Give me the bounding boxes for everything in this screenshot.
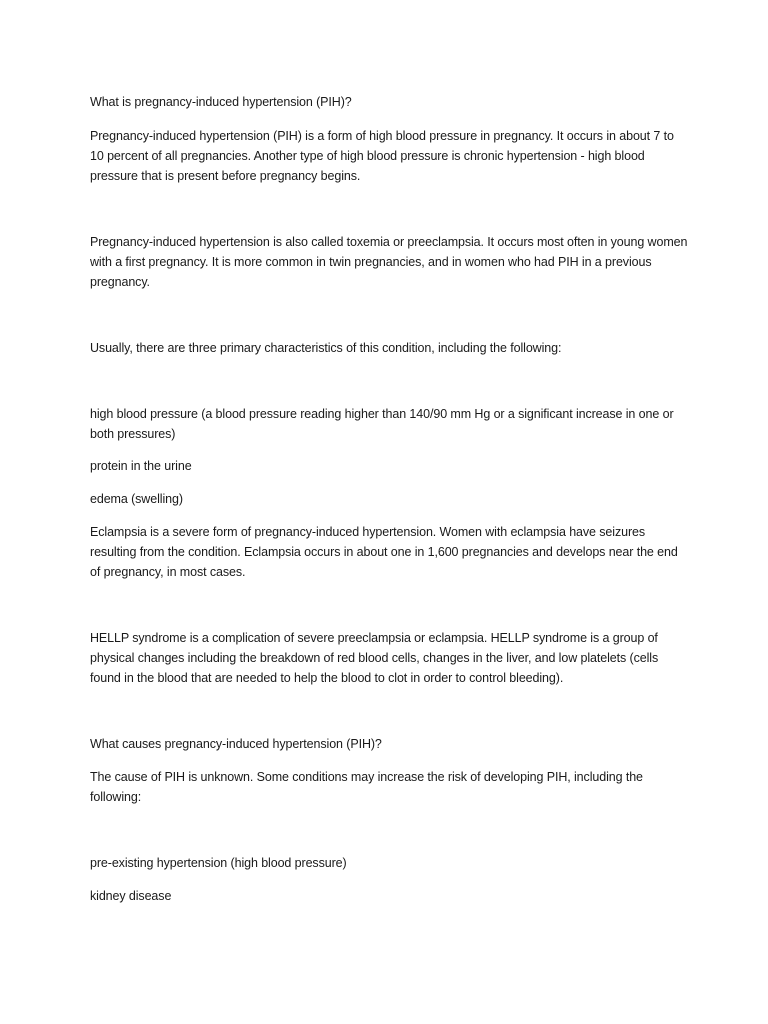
- paragraph-eclampsia: Eclampsia is a severe form of pregnancy-induced hypertension. Women with eclampsia have seizures resulting from the condition. Eclampsia occurs in about one in 1,600 pregnancies and develops near the end of pregnancy, in most cases.: [90, 525, 678, 579]
- list-item-pre-existing-hypertension: pre-existing hypertension (high blood pressure): [90, 856, 347, 870]
- list-item-high-blood-pressure: high blood pressure (a blood pressure reading higher than 140/90 mm Hg or a significant increase in one or both pressures): [90, 407, 674, 441]
- paragraph-three-characteristics: Usually, there are three primary characteristics of this condition, including the following:: [90, 341, 562, 355]
- question-heading-what-causes-pih: What causes pregnancy-induced hypertension (PIH)?: [90, 737, 382, 751]
- list-item-edema: edema (swelling): [90, 492, 183, 506]
- list-item-kidney-disease: kidney disease: [90, 889, 172, 903]
- list-item-protein-in-urine: protein in the urine: [90, 459, 192, 473]
- paragraph-toxemia-preeclampsia: Pregnancy-induced hypertension is also called toxemia or preeclampsia. It occurs most often in young women with a first pregnancy. It is more common in twin pregnancies, and in women who had PIH in a previous pregnancy.: [90, 235, 688, 289]
- paragraph-hellp-syndrome: HELLP syndrome is a complication of severe preeclampsia or eclampsia. HELLP syndrome is a group of physical changes including the breakdown of red blood cells, changes in the liver, and low platelets (cells found in the blood that are needed to help the blood to clot in order to control bleeding).: [90, 631, 659, 685]
- paragraph-pih-definition: Pregnancy-induced hypertension (PIH) is a form of high blood pressure in pregnancy. It occurs in about 7 to 10 percent of all pregnancies. Another type of high blood pressure is chronic hypertension - high blood pressure that is present before pregnancy begins.: [90, 129, 674, 183]
- paragraph-cause-unknown: The cause of PIH is unknown. Some conditions may increase the risk of developing PIH, including the following:: [90, 770, 643, 804]
- question-heading-what-is-pih: What is pregnancy-induced hypertension (PIH)?: [90, 95, 352, 109]
